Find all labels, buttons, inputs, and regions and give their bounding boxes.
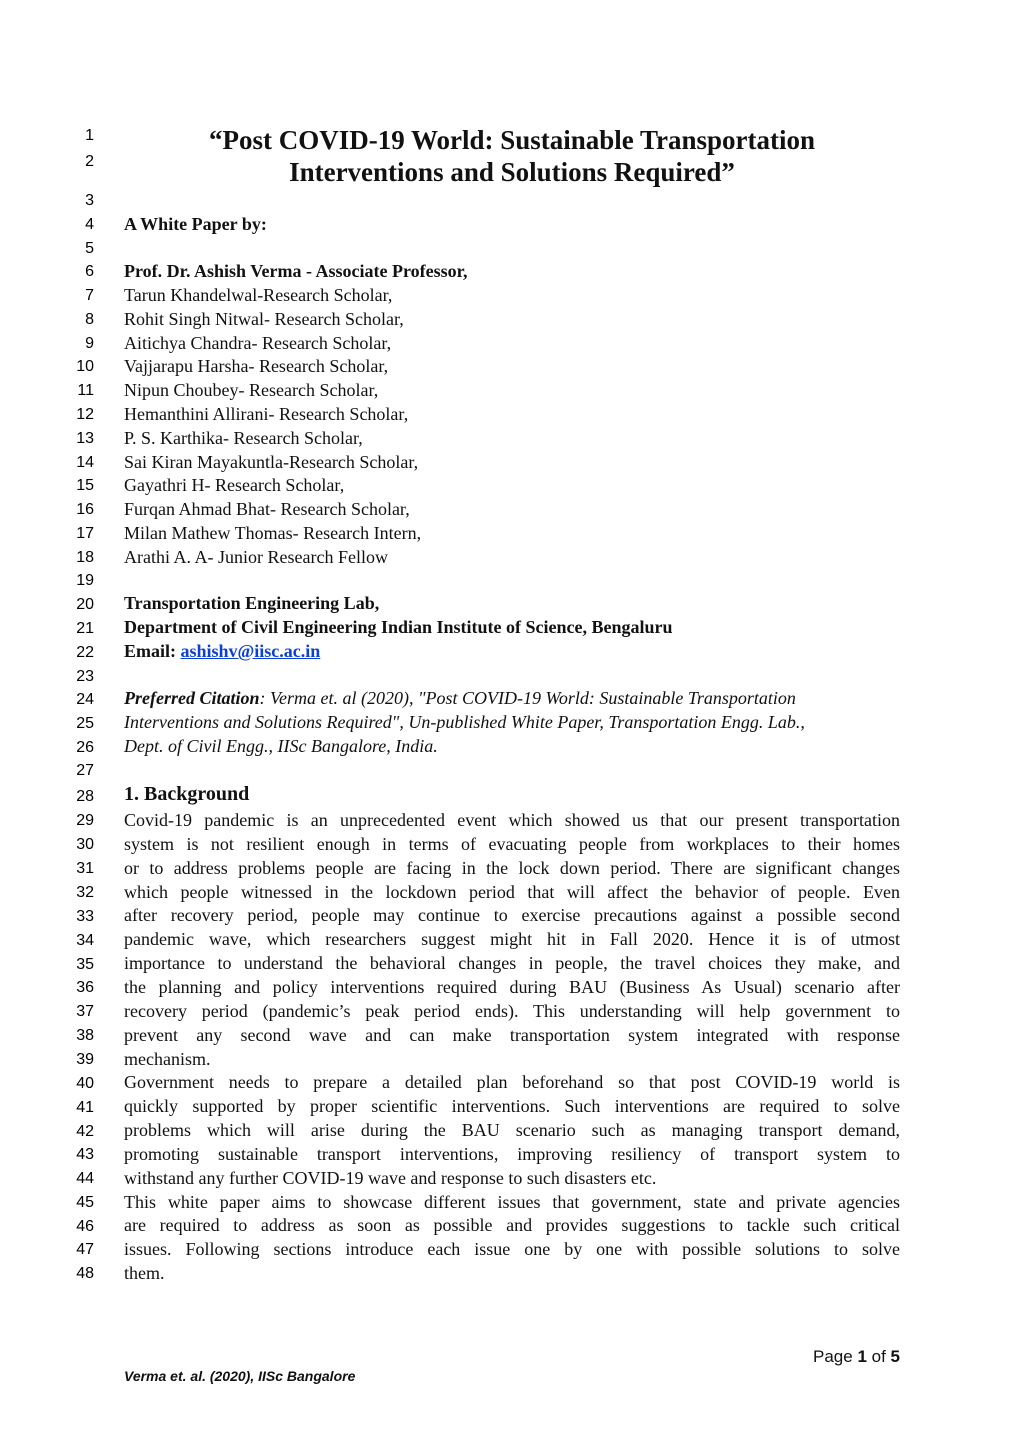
- author-entry: Gayathri H- Research Scholar,: [124, 475, 345, 495]
- line-number: 36: [76, 979, 94, 996]
- page-prefix: Page: [813, 1347, 858, 1366]
- line-number: 31: [76, 860, 94, 877]
- author-entry: Vajjarapu Harsha- Research Scholar,: [124, 356, 389, 376]
- body-line: them.: [124, 1263, 165, 1283]
- author-entry: Nipun Choubey- Research Scholar,: [124, 380, 379, 400]
- department-name: Department of Civil Engineering Indian Institute of Science, Bengaluru: [124, 617, 673, 637]
- body-line: Covid-19 pandemic is an unprecedented event which showed us that our present transportation: [124, 810, 900, 830]
- line-number: 20: [76, 596, 94, 613]
- author-entry: Hemanthini Allirani- Research Scholar,: [124, 404, 409, 424]
- citation-line-2: Interventions and Solutions Required", Un-published White Paper, Transportation Engg. Lab.,: [124, 712, 805, 732]
- line-number: 40: [76, 1075, 94, 1092]
- line-number: 3: [85, 192, 94, 209]
- line-number: 12: [76, 406, 94, 423]
- line-number: 16: [76, 501, 94, 518]
- line-number: 42: [76, 1123, 94, 1140]
- line-number: 23: [76, 668, 94, 685]
- line-number: 14: [76, 454, 94, 471]
- line-number: 9: [85, 335, 94, 352]
- line-number: 44: [76, 1170, 94, 1187]
- author-entry: P. S. Karthika- Research Scholar,: [124, 428, 363, 448]
- page-total: 5: [890, 1347, 900, 1366]
- author-entry: Arathi A. A- Junior Research Fellow: [124, 547, 388, 567]
- email-line: [124, 641, 900, 661]
- author-entry: Furqan Ahmad Bhat- Research Scholar,: [124, 499, 410, 519]
- body-line: mechanism.: [124, 1049, 211, 1069]
- body-line: promoting sustainable transport interventions, improving resiliency of transport system to: [124, 1144, 900, 1164]
- body-line: importance to understand the behavioral changes in people, the travel choices they make, and: [124, 953, 900, 973]
- body-line: Government needs to prepare a detailed plan beforehand so that post COVID-19 world is: [124, 1072, 900, 1092]
- page-of: of: [866, 1347, 891, 1366]
- line-number: 19: [76, 572, 94, 589]
- line-number: 26: [76, 739, 94, 756]
- line-number: 6: [85, 263, 94, 280]
- document-title-line-2: Interventions and Solutions Required”: [289, 157, 735, 187]
- line-number: 8: [85, 311, 94, 328]
- line-number: 13: [76, 430, 94, 447]
- line-number: 17: [76, 525, 94, 542]
- line-number: 41: [76, 1099, 94, 1116]
- line-number: 29: [76, 812, 94, 829]
- citation-line-3: Dept. of Civil Engg., IISc Bangalore, India.: [124, 736, 438, 756]
- citation-label: Preferred Citation: [124, 688, 260, 708]
- body-line: are required to address as soon as possible and provides suggestions to tackle such critical: [124, 1215, 900, 1235]
- running-citation: Verma et. al. (2020), IISc Bangalore: [124, 1368, 356, 1384]
- line-number: 46: [76, 1218, 94, 1235]
- line-number: 33: [76, 908, 94, 925]
- line-number: 34: [76, 932, 94, 949]
- lead-author: Prof. Dr. Ashish Verma - Associate Professor,: [124, 261, 468, 281]
- email-link[interactable]: ashishv@iisc.ac.in: [180, 641, 321, 661]
- body-line: system is not resilient enough in terms of evacuating people from workplaces to their homes: [124, 834, 900, 854]
- citation-line-1: [124, 688, 900, 708]
- author-entry: Rohit Singh Nitwal- Research Scholar,: [124, 309, 404, 329]
- line-number: 27: [76, 762, 94, 779]
- line-number: 24: [76, 691, 94, 708]
- page-counter: [813, 1347, 900, 1367]
- line-number: 1: [85, 127, 94, 144]
- line-number: 21: [76, 620, 94, 637]
- body-line: issues. Following sections introduce each issue one by one with possible solutions to solve: [124, 1239, 900, 1259]
- line-number: 28: [76, 788, 94, 805]
- section-heading-background: 1. Background: [124, 783, 250, 805]
- author-entry: Sai Kiran Mayakuntla-Research Scholar,: [124, 452, 419, 472]
- line-number: 18: [76, 549, 94, 566]
- line-number: 4: [85, 216, 94, 233]
- line-number: 10: [76, 358, 94, 375]
- line-number: 5: [85, 240, 94, 257]
- author-entry: Tarun Khandelwal-Research Scholar,: [124, 285, 393, 305]
- body-line: problems which will arise during the BAU scenario such as managing transport demand,: [124, 1120, 900, 1140]
- lab-name: Transportation Engineering Lab,: [124, 593, 380, 613]
- email-label: Email:: [124, 641, 176, 661]
- body-line: after recovery period, people may continue to exercise precautions against a possible second: [124, 905, 900, 925]
- citation-text-1: : Verma et. al (2020), "Post COVID-19 World: Sustainable Transportation: [259, 688, 796, 708]
- body-line: This white paper aims to showcase different issues that government, state and private agencies: [124, 1192, 900, 1212]
- body-line: withstand any further COVID-19 wave and response to such disasters etc.: [124, 1168, 657, 1188]
- line-number: 45: [76, 1194, 94, 1211]
- document-title-line-1: “Post COVID-19 World: Sustainable Transportation: [208, 125, 816, 155]
- line-number: 37: [76, 1003, 94, 1020]
- line-number: 15: [76, 477, 94, 494]
- line-number: 47: [76, 1241, 94, 1258]
- line-number: 48: [76, 1265, 94, 1282]
- line-number: 38: [76, 1027, 94, 1044]
- body-line: which people witnessed in the lockdown period that will affect the behavior of people. Even: [124, 882, 900, 902]
- line-number: 35: [76, 956, 94, 973]
- body-line: quickly supported by proper scientific interventions. Such interventions are required to solve: [124, 1096, 900, 1116]
- line-number: 43: [76, 1146, 94, 1163]
- author-entry: Milan Mathew Thomas- Research Intern,: [124, 523, 422, 543]
- body-line: recovery period (pandemic’s peak period ends). This understanding will help government to: [124, 1001, 900, 1021]
- body-line: pandemic wave, which researchers suggest might hit in Fall 2020. Hence it is of utmost: [124, 929, 900, 949]
- line-number: 25: [76, 715, 94, 732]
- body-line: the planning and policy interventions required during BAU (Business As Usual) scenario after: [124, 977, 900, 997]
- line-number: 30: [76, 836, 94, 853]
- line-number: 39: [76, 1051, 94, 1068]
- line-number: 7: [85, 287, 94, 304]
- line-number: 32: [76, 884, 94, 901]
- line-number: 11: [77, 382, 94, 399]
- body-line: or to address problems people are facing in the lock down period. There are significant changes: [124, 858, 900, 878]
- byline: A White Paper by:: [124, 214, 267, 234]
- page-number: 1: [857, 1347, 867, 1366]
- line-number: 2: [85, 153, 94, 170]
- author-entry: Aitichya Chandra- Research Scholar,: [124, 333, 392, 353]
- body-line: prevent any second wave and can make transportation system integrated with response: [124, 1025, 900, 1045]
- line-number: 22: [76, 644, 94, 661]
